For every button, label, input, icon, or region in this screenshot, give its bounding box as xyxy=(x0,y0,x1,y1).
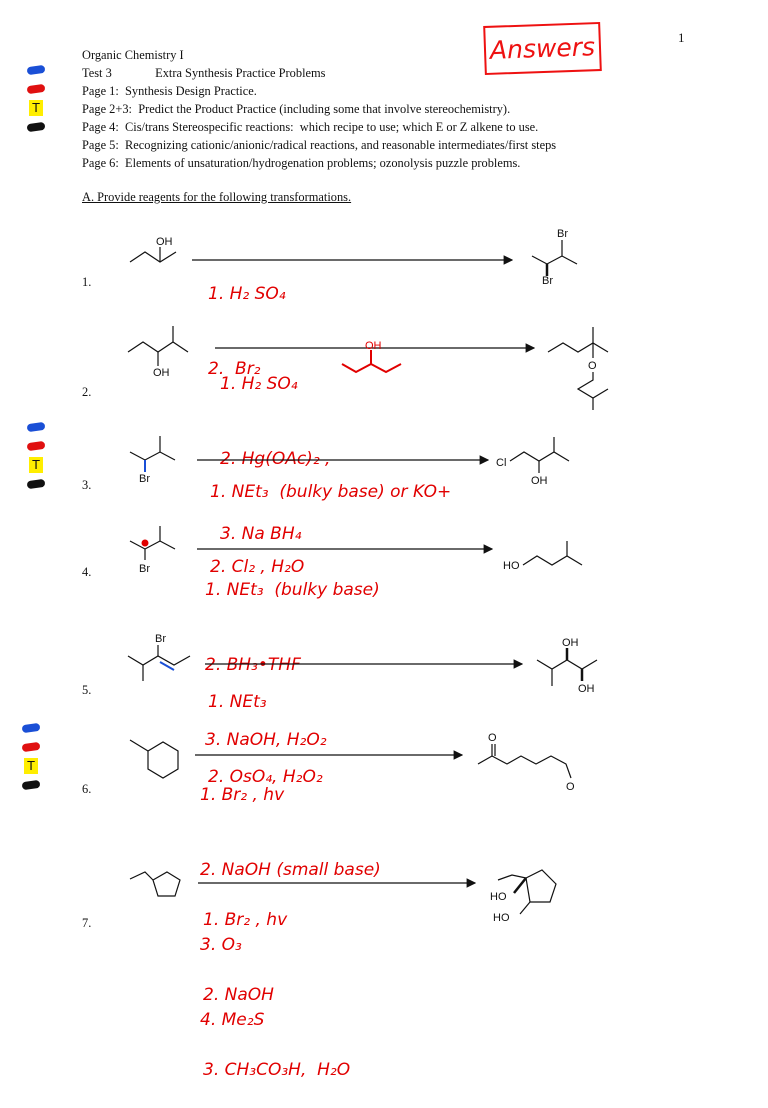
atom-label: Br xyxy=(557,228,568,240)
atom-label: Br xyxy=(139,473,150,485)
page-number: 1 xyxy=(678,30,685,45)
atom-label: OH xyxy=(578,683,595,695)
atom-label: O xyxy=(588,360,597,372)
t-mark: T xyxy=(29,457,43,473)
product xyxy=(523,556,582,565)
header-line: Page 6: Elements of unsaturation/hydrogenation problems; ozonolysis puzzle problems. xyxy=(82,156,521,170)
reagent-step: 2. Cl₂ , H₂O xyxy=(210,557,305,577)
atom-label: OH xyxy=(156,236,173,248)
reagent-step: 2. Br₂ xyxy=(208,359,261,379)
starting-material xyxy=(153,872,180,896)
handwritten-structure xyxy=(342,364,401,372)
section-title: A. Provide reagents for the following transformations. xyxy=(82,190,352,204)
header-line: Page 1: Synthesis Design Practice. xyxy=(82,84,257,98)
handwritten-label: OH xyxy=(365,340,382,352)
reagent-step: 2. NaOH (small base) xyxy=(200,860,381,880)
starting-material xyxy=(130,252,176,262)
reagent-step: 1. Br₂ , hv xyxy=(200,785,285,805)
header-line: Page 5: Recognizing cationic/anionic/radical reactions, and reasonable intermediates/first steps xyxy=(82,138,557,152)
atom-label: OH xyxy=(531,475,548,487)
starting-material xyxy=(128,342,188,352)
atom-label: Cl xyxy=(496,457,507,469)
reagent-step: 3. NaOH, H₂O₂ xyxy=(205,730,327,750)
problem-number: 2. xyxy=(82,385,92,399)
atom-label: HO xyxy=(503,560,520,572)
problem-number: 4. xyxy=(82,565,92,579)
atom-label: Br xyxy=(542,275,553,287)
starting-material xyxy=(130,541,175,549)
t-mark: T xyxy=(24,758,38,774)
problem-number: 7. xyxy=(82,916,92,930)
header-line: Test 3 Extra Synthesis Practice Problems xyxy=(82,66,326,80)
atom-label: O xyxy=(488,732,497,744)
reagent-step: 2. OsO₄, H₂O₂ xyxy=(208,767,323,787)
reagent-step: 2. NaOH xyxy=(203,985,274,1005)
answers-stamp: Answers xyxy=(483,22,602,75)
problem-number: 6. xyxy=(82,782,92,796)
header-line: Page 2+3: Predict the Product Practice (including some that involve stereochemistry). xyxy=(82,102,511,116)
product xyxy=(526,870,556,902)
t-mark: T xyxy=(29,100,43,116)
atom-label: HO xyxy=(493,912,510,924)
product xyxy=(510,452,569,461)
starting-material xyxy=(128,656,190,665)
reagent-step: 1. NEt₃ (bulky base) xyxy=(205,580,380,600)
reagent-step: 1. NEt₃ (bulky base) or KO+ xyxy=(210,482,452,502)
reagent-step: 1. H₂ SO₄ xyxy=(208,284,286,304)
atom-label: Br xyxy=(155,633,166,645)
product xyxy=(478,756,571,778)
reagent-step: 2. Hg(OAc)₂ , xyxy=(220,449,331,469)
reagent-step: 3. Na BH₄ xyxy=(220,524,302,544)
header-line: Page 4: Cis/trans Stereospecific reactions: which recipe to use; which E or Z alkene to use. xyxy=(82,120,539,134)
atom-label: O xyxy=(566,781,575,793)
reagent-step: 3. O₃ xyxy=(200,935,242,955)
reagent-step: 1. NEt₃ xyxy=(208,692,267,712)
product xyxy=(548,343,608,352)
product xyxy=(537,660,597,669)
header-line: Organic Chemistry I xyxy=(82,48,184,62)
atom-label: OH xyxy=(153,367,170,379)
problem-number: 5. xyxy=(82,683,92,697)
problem-number: 3. xyxy=(82,478,92,492)
atom-label: Br xyxy=(139,563,150,575)
reagent-step: 1. Br₂ , hv xyxy=(203,910,288,930)
starting-material xyxy=(130,452,175,460)
reagent-step: 3. CH₃CO₃H, H₂O xyxy=(203,1060,351,1080)
starting-material xyxy=(148,742,178,778)
reagent-step: 4. Me₂S xyxy=(200,1010,265,1030)
reagent-step: 2. BH₃•THF xyxy=(205,655,301,675)
problem-number: 1. xyxy=(82,275,92,289)
atom-label: OH xyxy=(562,637,579,649)
atom-label: HO xyxy=(490,891,507,903)
product xyxy=(532,256,577,264)
reagent-step: 1. H₂ SO₄ xyxy=(220,374,298,394)
